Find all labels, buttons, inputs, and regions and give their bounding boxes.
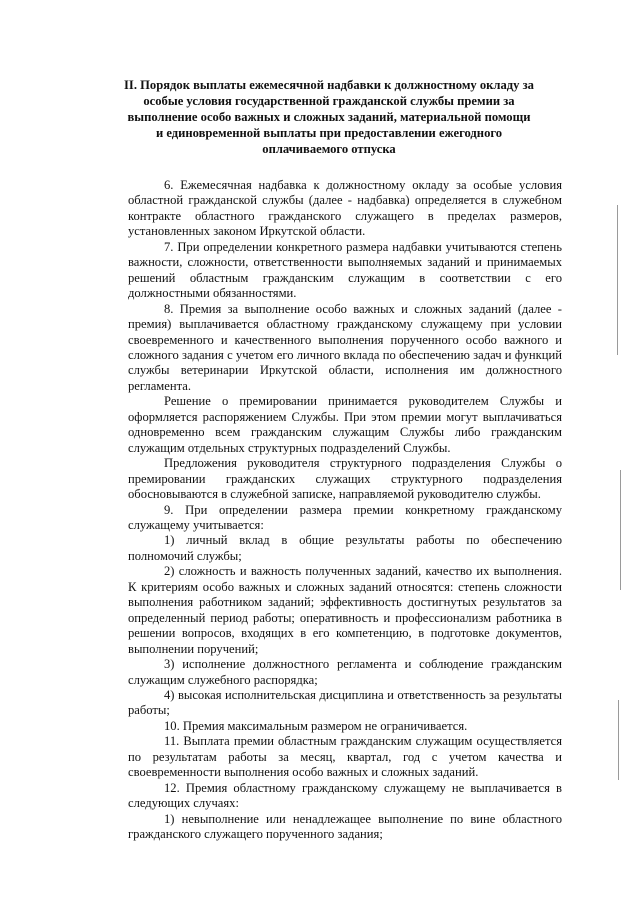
paragraph-9-item-2: 2) сложность и важность полученных заданий, качество их выполнения. К критериям особо важных и сложных заданий относятся: степень сложности выполнения работником заданий; эффективность достигнутых результатов за определенный период работы; оперативность и профессионализм работника в решении вопросов, входящих в его компетенцию, в подготовке документов, выполнении поручений;	[128, 564, 562, 656]
paragraph-6: 6. Ежемесячная надбавка к должностному окладу за особые условия областной гражданской службы (далее - надбавка) определяется в служебном контракте областного гражданского служащего в пределах размеров, установленных законом Иркутской области.	[128, 178, 562, 239]
paragraph-10: 10. Премия максимальным размером не ограничивается.	[164, 718, 468, 733]
paragraph-8-proposals: Предложения руководителя структурного подразделения Службы о премировании гражданских служащих структурного подразделения обосновываются в служебной записке, направляемой руководителю службы.	[128, 456, 562, 502]
paragraph-8: 8. Премия за выполнение особо важных и сложных заданий (далее - премия) выплачивается областному гражданскому служащему при условии своевременного и качественного выполнения порученного особо важного и сложного задания с учетом его личного вклада по обеспечению задач и функций службы ветеринарии Иркутской области, исполнения им должностного регламента.	[128, 301, 562, 393]
scan-edge-mark	[617, 205, 618, 355]
paragraph-8-decision: Решение о премировании принимается руководителем Службы и оформляется распоряжением Службы. При этом премии могут выплачиваться одновременно всем гражданским служащим Службы либо гражданским служащим отдельных структурных подразделений Службы.	[128, 394, 562, 455]
paragraph-9-item-3: 3) исполнение должностного регламента и соблюдение гражданским служащим служебного распорядка;	[128, 657, 562, 687]
paragraph-9-item-4: 4) высокая исполнительская дисциплина и ответственность за результаты работы;	[128, 687, 562, 718]
section-heading: II. Порядок выплаты ежемесячной надбавки к должностному окладу за особые условия государственной гражданской службы премии за выполнение особо важных и сложных заданий, материальной помощи и единовременной выплаты при предоставлении ежегодного оплачиваемого отпуска	[124, 78, 534, 156]
scan-edge-mark	[620, 470, 621, 590]
paragraph-12: 12. Премия областному гражданскому служащему не выплачивается в следующих случаях:	[128, 780, 562, 811]
paragraph-9-item-1: 1) личный вклад в общие результаты работы по обеспечению полномочий службы;	[128, 533, 562, 563]
document-body	[128, 178, 562, 842]
paragraph-7: 7. При определении конкретного размера надбавки учитываются степень важности, сложности, ответственности выполняемых заданий и принимаемых решений областным гражданским служащим в соответствии с его должностными обязанностями.	[128, 239, 562, 301]
paragraph-11: 11. Выплата премии областным гражданским служащим осуществляется по результатам работы за месяц, квартал, год с учетом качества и своевременности выполнения особо важных и сложных заданий.	[128, 734, 562, 780]
paragraph-9: 9. При определении размера премии конкретному гражданскому служащему учитывается:	[128, 502, 562, 532]
scan-edge-mark	[618, 700, 619, 780]
paragraph-12-item-1: 1) невыполнение или ненадлежащее выполнение по вине областного гражданского служащего порученного задания;	[128, 811, 562, 842]
